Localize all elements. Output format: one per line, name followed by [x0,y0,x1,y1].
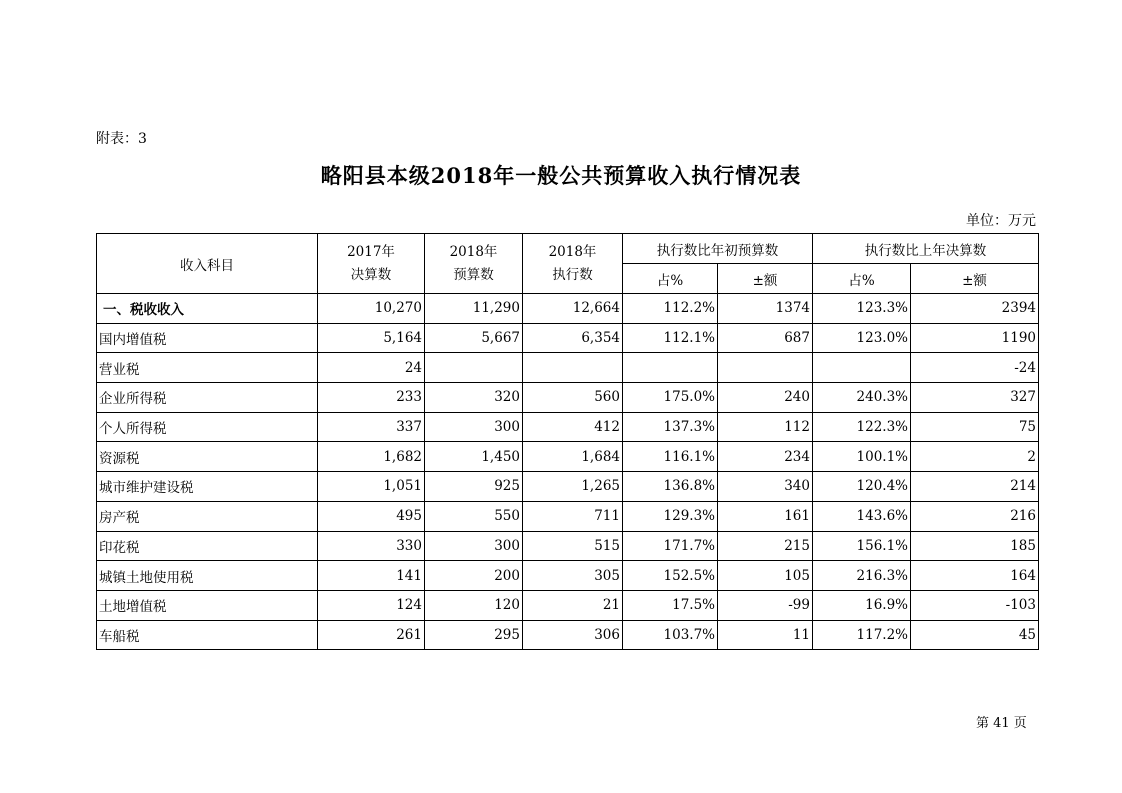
cell-diff-last: 1190 [911,323,1039,353]
cell-y2017: 495 [318,501,425,531]
header-vs-budget-group: 执行数比年初预算数 [623,234,813,264]
cell-pct-last: 240.3% [813,383,911,413]
cell-budget2018: 11,290 [425,294,523,324]
cell-diff-budget: 240 [718,383,813,413]
cell-pct-last: 16.9% [813,590,911,620]
table-row [97,620,1039,650]
cell-budget2018: 550 [425,501,523,531]
cell-pct-budget: 136.8% [623,472,718,502]
cell-exec2018: 21 [523,590,623,620]
cell-budget2018: 300 [425,531,523,561]
cell-exec2018: 1,265 [523,472,623,502]
cell-pct-budget: 112.1% [623,323,718,353]
cell-y2017: 124 [318,590,425,620]
cell-diff-budget: 112 [718,412,813,442]
cell-pct-budget: 129.3% [623,501,718,531]
cell-budget2018: 925 [425,472,523,502]
cell-y2017: 1,051 [318,472,425,502]
cell-diff-last: 45 [911,620,1039,650]
cell-pct-budget [623,353,718,383]
cell-y2017: 141 [318,561,425,591]
cell-pct-last: 216.3% [813,561,911,591]
cell-diff-last: 75 [911,412,1039,442]
cell-exec2018: 1,684 [523,442,623,472]
cell-budget2018 [425,353,523,383]
cell-exec2018: 6,354 [523,323,623,353]
table-row [97,501,1039,531]
row-item-name: 一、税收收入 [97,294,318,324]
cell-diff-budget: 215 [718,531,813,561]
header-2018e-line1: 2018年 [548,243,597,260]
cell-pct-last: 123.0% [813,323,911,353]
cell-diff-last: 216 [911,501,1039,531]
cell-diff-last: -103 [911,590,1039,620]
row-item-name: 车船税 [97,620,318,650]
cell-diff-budget: 234 [718,442,813,472]
header-2017-line2: 决算数 [350,266,392,283]
cell-pct-last: 156.1% [813,531,911,561]
cell-diff-budget: 11 [718,620,813,650]
row-item-name: 个人所得税 [97,412,318,442]
cell-pct-budget: 103.7% [623,620,718,650]
cell-budget2018: 200 [425,561,523,591]
row-item-name: 资源税 [97,442,318,472]
cell-budget2018: 320 [425,383,523,413]
cell-pct-last: 123.3% [813,294,911,324]
cell-y2017: 330 [318,531,425,561]
row-item-name: 营业税 [97,353,318,383]
cell-exec2018: 306 [523,620,623,650]
header-2017-line1: 2017年 [347,243,395,260]
row-item-name: 城市维护建设税 [97,472,318,502]
cell-pct-last: 143.6% [813,501,911,531]
cell-diff-last: 164 [911,561,1039,591]
header-amt-budget: ±额 [718,264,813,294]
cell-pct-budget: 116.1% [623,442,718,472]
table-row [97,323,1039,353]
header-2018b-line1: 2018年 [449,243,498,260]
cell-pct-last [813,353,911,383]
cell-pct-last: 120.4% [813,472,911,502]
header-amt-lastyear: ±额 [911,264,1039,294]
cell-pct-budget: 137.3% [623,412,718,442]
cell-exec2018: 305 [523,561,623,591]
table-row [97,531,1039,561]
cell-pct-last: 100.1% [813,442,911,472]
cell-pct-budget: 171.7% [623,531,718,561]
page-number: 第 41 页 [976,716,1027,731]
page-title: 略阳县本级2018年一般公共预算收入执行情况表 [320,163,802,188]
cell-diff-budget: 105 [718,561,813,591]
cell-diff-budget: 1374 [718,294,813,324]
cell-pct-budget: 112.2% [623,294,718,324]
header-pct-budget: 占% [623,264,718,294]
cell-diff-budget: -99 [718,590,813,620]
cell-pct-budget: 175.0% [623,383,718,413]
table-row [97,294,1039,324]
row-item-name: 印花税 [97,531,318,561]
row-item-name: 房产税 [97,501,318,531]
cell-pct-last: 117.2% [813,620,911,650]
cell-diff-budget [718,353,813,383]
cell-y2017: 233 [318,383,425,413]
header-item: 收入科目 [97,234,318,294]
cell-y2017: 261 [318,620,425,650]
unit-label: 单位：万元 [966,213,1036,229]
cell-budget2018: 300 [425,412,523,442]
header-pct-lastyear: 占% [813,264,911,294]
cell-exec2018: 515 [523,531,623,561]
cell-diff-last: 214 [911,472,1039,502]
cell-exec2018: 412 [523,412,623,442]
cell-exec2018 [523,353,623,383]
header-vs-lastyear-group: 执行数比上年决算数 [813,234,1039,264]
cell-diff-last: 185 [911,531,1039,561]
header-2018-exec [523,234,623,294]
cell-diff-last: 2394 [911,294,1039,324]
annex-label: 附表：3 [96,131,147,147]
cell-diff-last: 2 [911,442,1039,472]
cell-diff-budget: 687 [718,323,813,353]
cell-pct-budget: 152.5% [623,561,718,591]
cell-y2017: 5,164 [318,323,425,353]
cell-exec2018: 560 [523,383,623,413]
table-header-row [97,234,1039,264]
cell-y2017: 337 [318,412,425,442]
cell-y2017: 24 [318,353,425,383]
table-row [97,353,1039,383]
table-row [97,472,1039,502]
revenue-table [96,233,1039,650]
row-item-name: 城镇土地使用税 [97,561,318,591]
cell-pct-budget: 17.5% [623,590,718,620]
cell-budget2018: 120 [425,590,523,620]
cell-exec2018: 711 [523,501,623,531]
cell-y2017: 1,682 [318,442,425,472]
row-item-name: 国内增值税 [97,323,318,353]
header-2018e-line2: 执行数 [552,266,593,283]
row-item-name: 企业所得税 [97,383,318,413]
cell-diff-budget: 161 [718,501,813,531]
cell-budget2018: 295 [425,620,523,650]
header-2017-final [318,234,425,294]
cell-pct-last: 122.3% [813,412,911,442]
cell-diff-last: -24 [911,353,1039,383]
cell-diff-last: 327 [911,383,1039,413]
cell-budget2018: 5,667 [425,323,523,353]
header-2018b-line2: 预算数 [453,266,494,283]
header-2018-budget [425,234,523,294]
cell-diff-budget: 340 [718,472,813,502]
table-row [97,383,1039,413]
table-row [97,561,1039,591]
table-row [97,412,1039,442]
cell-budget2018: 1,450 [425,442,523,472]
cell-y2017: 10,270 [318,294,425,324]
table-row [97,590,1039,620]
table-row [97,442,1039,472]
row-item-name: 土地增值税 [97,590,318,620]
cell-exec2018: 12,664 [523,294,623,324]
